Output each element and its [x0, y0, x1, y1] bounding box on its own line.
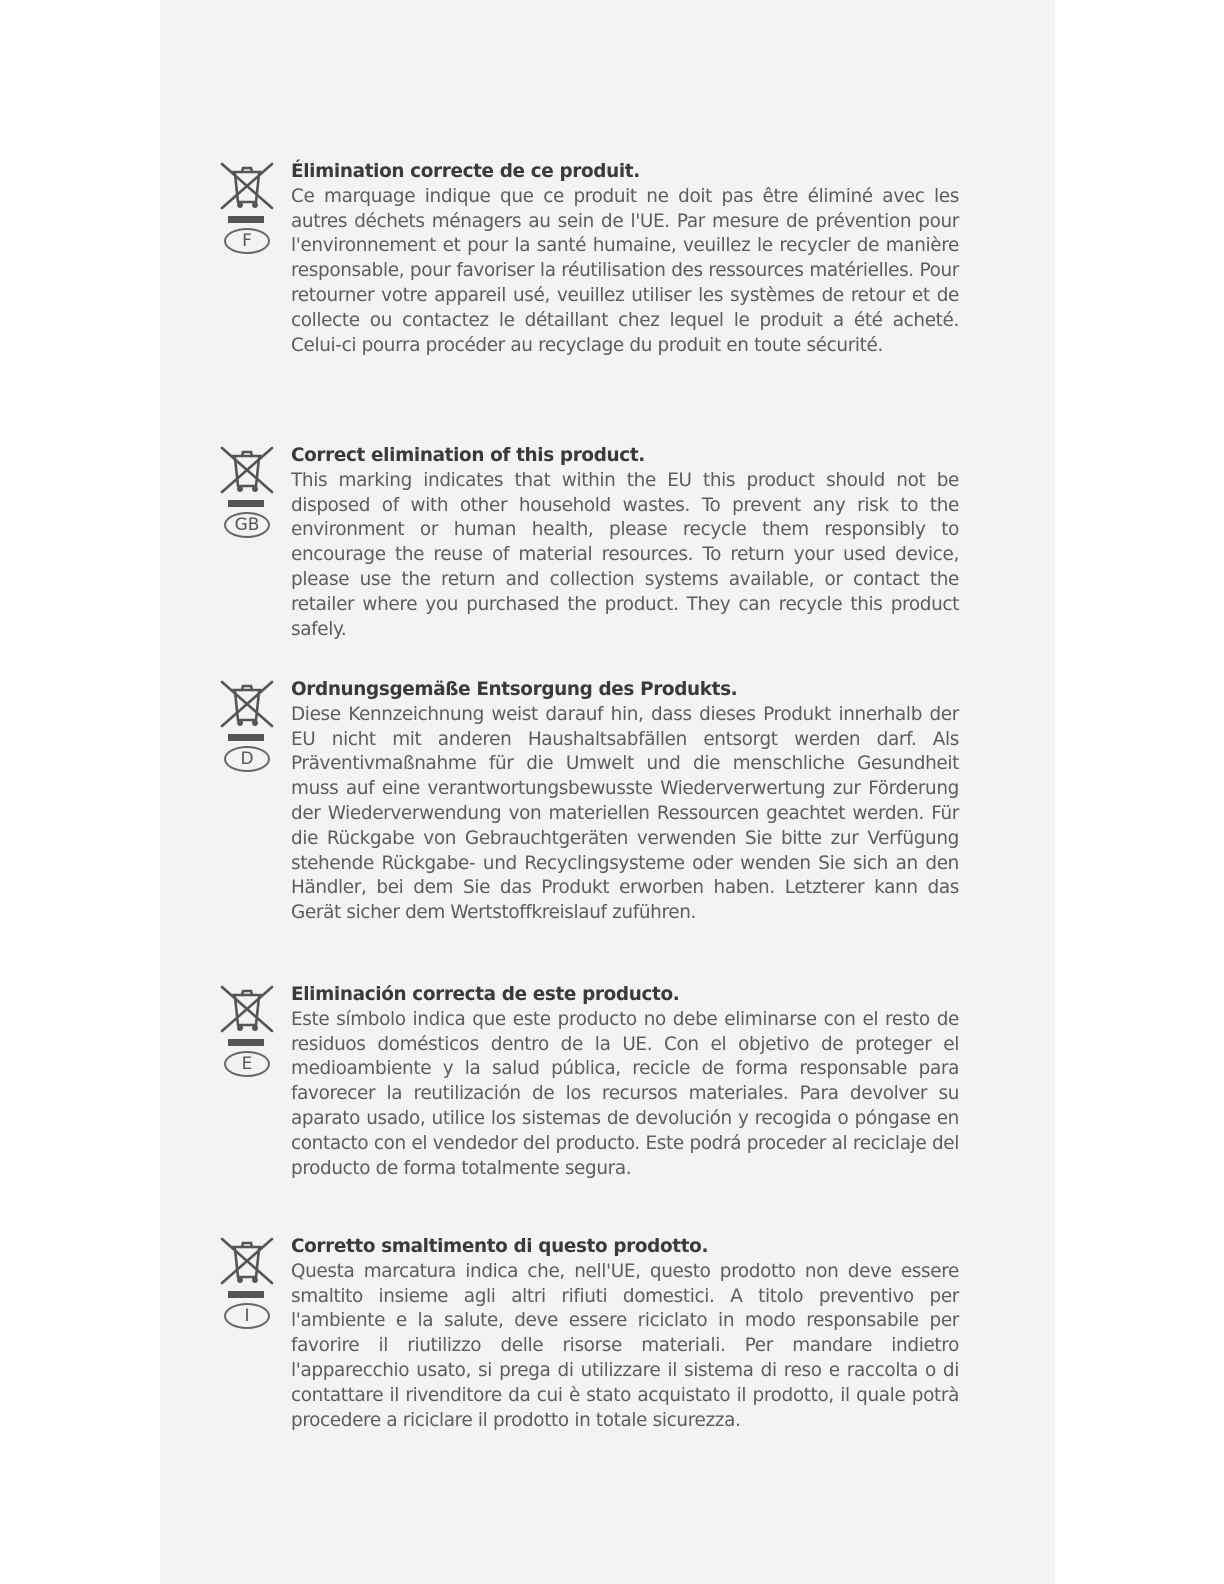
- language-badge: GB: [224, 512, 270, 538]
- weee-symbol: [218, 983, 278, 1077]
- section-title: Correct elimination of this product.: [291, 445, 645, 466]
- weee-symbol: [218, 444, 278, 538]
- language-badge: E: [224, 1051, 270, 1077]
- section-body: Diese Kennzeichnung weist darauf hin, dass dieses Produkt innerhalb der EU nicht mit anderen Haushaltsabfällen entsorgt werden darf. Als Präventivmaßnahme für die Umwelt und die menschliche Gesundheit muss auf eine verantwortungsbewusste Wiederverwertung zur Förderung der Wiederverwendung von materiellen Ressourcen geachtet werden. Für die Rückgabe von Gebrauchtgeräten verwenden Sie bitte zur Verfügung stehende Rückgabe- und Recyclingsysteme oder wenden Sie sich an den Händler, bei dem Sie das Produkt erworben haben. Letzterer kann das Gerät sicher dem Wertstoffkreislauf zuführen.: [291, 703, 959, 924]
- language-badge: F: [224, 228, 270, 254]
- crossed-bin-icon: [218, 983, 276, 1033]
- crossed-bin-icon: [218, 444, 276, 494]
- crossed-bin-icon: [218, 1235, 276, 1285]
- section-title: Ordnungsgemäße Entsorgung des Produkts.: [291, 679, 738, 700]
- weee-bar: [228, 500, 264, 507]
- section-body: Questa marcatura indica che, nell'UE, questo prodotto non deve essere smaltito insieme agli altri rifiuti domestici. A titolo preventivo per l'ambiente e la salute, deve essere riciclato in modo responsabile per favorire il riutilizzo delle risorse materiali. Per mandare indietro l'apparecchio usato, si prega di utilizzare il sistema di reso e raccolta o di contattare il rivenditore da cui è stato acquistato il prodotto, il quale potrà procedere a riciclare il prodotto in totale sicurezza.: [291, 1260, 959, 1431]
- weee-symbol: [218, 1235, 278, 1329]
- weee-bar: [228, 734, 264, 741]
- weee-bar: [228, 216, 264, 223]
- section-title: Eliminación correcta de este producto.: [291, 984, 680, 1005]
- language-badge: D: [224, 746, 270, 772]
- section-body: Este símbolo indica que este producto no debe eliminarse con el resto de residuos domésticos dentro de la UE. Con el objetivo de proteger el medioambiente y la salud pública, recicle de forma responsable para favorecer la reutilización de los recursos materiales. Para devolver su aparato usado, utilice los sistemas de devolución y recogida o póngase en contacto con el vendedor del producto. Este podrá proceder al reciclaje del producto de forma totalmente segura.: [291, 1008, 959, 1179]
- weee-bar: [228, 1291, 264, 1298]
- crossed-bin-icon: [218, 678, 276, 728]
- section-title: Élimination correcte de ce produit.: [291, 161, 640, 182]
- weee-bar: [228, 1039, 264, 1046]
- weee-symbol: [218, 678, 278, 772]
- crossed-bin-icon: [218, 160, 276, 210]
- weee-symbol: [218, 160, 278, 254]
- section-body: This marking indicates that within the EU this product should not be disposed of with other household wastes. To prevent any risk to the environment or human health, please recycle them responsibly to encourage the reuse of material resources. To return your used device, please use the return and collection systems available, or contact the retailer where you purchased the product. They can recycle this product safely.: [291, 469, 959, 640]
- section-title: Corretto smaltimento di questo prodotto.: [291, 1236, 709, 1257]
- language-badge: I: [224, 1303, 270, 1329]
- section-body: Ce marquage indique que ce produit ne doit pas être éliminé avec les autres déchets ménagers au sein de l'UE. Par mesure de prévention pour l'environnement et pour la santé humaine, veuillez le recycler de manière responsable, pour favoriser la réutilisation des ressources matérielles. Pour retourner votre appareil usé, veuillez utiliser les systèmes de retour et de collecte ou contactez le détaillant chez lequel le produit a été acheté. Celui-ci pourra procéder au recyclage du produit en toute sécurité.: [291, 185, 959, 356]
